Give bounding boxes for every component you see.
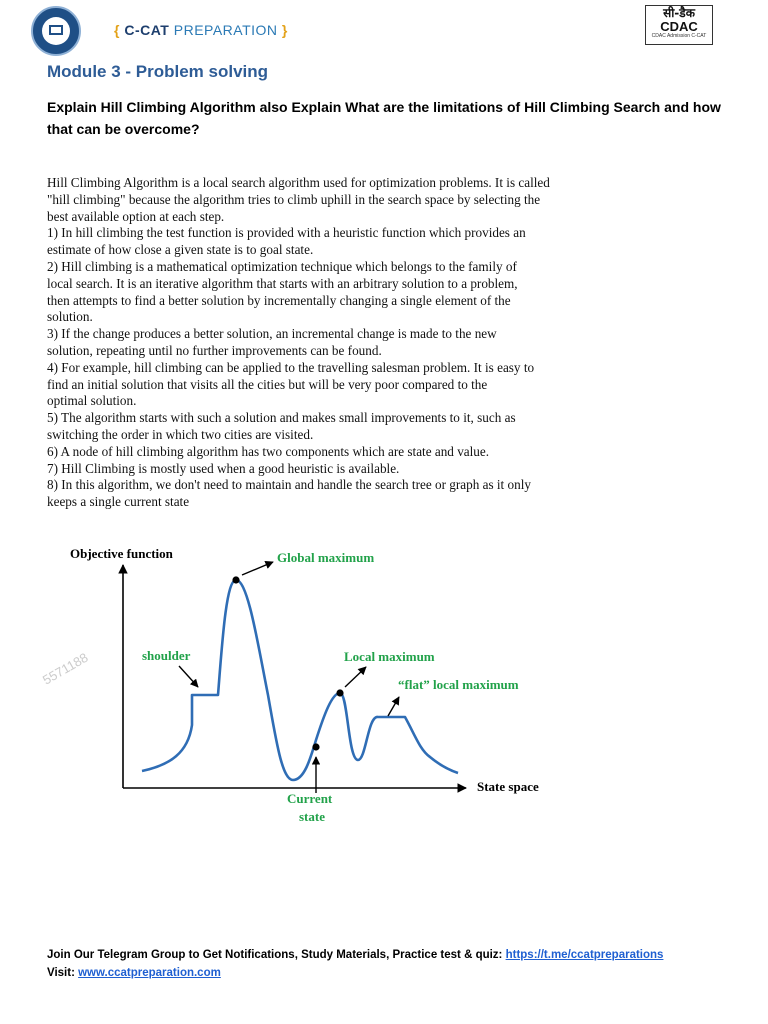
body-line: local search. It is an iterative algorithm that starts with an arbitrary solution to a problem, xyxy=(47,275,518,291)
hill-climbing-diagram xyxy=(40,535,580,835)
brand-rest: PREPARATION xyxy=(173,22,278,38)
body-line: switching the order in which two cities are visited. xyxy=(47,426,314,442)
body-line: 8) In this algorithm, we don't need to maintain and handle the search tree or graph as it only xyxy=(47,477,531,493)
module-title: Module 3 - Problem solving xyxy=(47,62,269,81)
body-line: 4) For example, hill climbing can be applied to the travelling salesman problem. It is easy to xyxy=(47,359,535,375)
ccat-logo xyxy=(31,6,81,56)
page-footer xyxy=(47,946,663,982)
flat-local-max-label: “flat” local maximum xyxy=(398,677,519,692)
body-line: 2) Hill climbing is a mathematical optimization technique which belongs to the family of xyxy=(47,258,517,274)
body-line: keeps a single current state xyxy=(47,494,190,510)
watermark: 5571188 xyxy=(40,649,91,688)
footer-telegram-text: Join Our Telegram Group to Get Notifications, Study Materials, Practice test & quiz: xyxy=(47,949,506,961)
body-text xyxy=(47,175,657,511)
body-line: 3) If the change produces a better solution, an incremental change is made to the new xyxy=(47,326,497,342)
body-line: 7) Hill Climbing is mostly used when a good heuristic is available. xyxy=(47,460,400,476)
body-line: 6) A node of hill climbing algorithm has two components which are state and value. xyxy=(47,443,490,459)
cdac-hindi: सी-डैक xyxy=(663,6,695,20)
body-line: best available option at each step. xyxy=(47,208,225,224)
local-max-point xyxy=(336,689,343,696)
x-axis-label: State space xyxy=(477,779,539,794)
shoulder-arrow xyxy=(179,666,198,687)
brand-strong: C-CAT xyxy=(124,22,170,38)
cdac-logo xyxy=(645,5,713,45)
brand-name xyxy=(114,22,288,38)
cdac-name: CDAC xyxy=(660,19,698,34)
monitor-icon xyxy=(49,25,63,35)
global-max-label: Global maximum xyxy=(277,550,375,565)
footer-visit-line xyxy=(47,964,663,982)
question-heading: Explain Hill Climbing Algorithm also Explain What are the limitations of Hill Climbing Search and how that can be overcome? xyxy=(47,99,721,137)
flat-local-max-arrow xyxy=(388,697,399,716)
current-state-label-1: Current xyxy=(287,791,333,806)
body-line: Hill Climbing Algorithm is a local search algorithm used for optimization problems. It is called xyxy=(47,175,550,190)
body-line: 1) In hill climbing the test function is provided with a heuristic function which provides an xyxy=(47,225,526,241)
body-line: solution. xyxy=(47,309,93,325)
y-axis-label: Objective function xyxy=(70,546,173,561)
body-line: optimal solution. xyxy=(47,393,137,409)
body-line: solution, repeating until no further improvements can be found. xyxy=(47,342,382,358)
page-header xyxy=(0,0,768,56)
local-max-label: Local maximum xyxy=(344,649,435,664)
current-state-label-2: state xyxy=(299,809,325,824)
body-line: "hill climbing" because the algorithm tries to climb uphill in the search space by selecting the xyxy=(47,191,541,207)
brand-brace-close: } xyxy=(281,22,288,38)
shoulder-label: shoulder xyxy=(142,648,191,663)
cdac-sub: CDAC Admission C-CAT xyxy=(651,33,707,39)
global-max-arrow xyxy=(242,562,273,575)
website-link[interactable]: www.ccatpreparation.com xyxy=(78,967,221,979)
local-max-arrow xyxy=(345,667,366,687)
body-line: then attempts to find a better solution by incrementally changing a single element of the xyxy=(47,292,511,308)
brand-brace-open: { xyxy=(114,22,120,38)
footer-visit-text: Visit: xyxy=(47,967,79,979)
current-state-point xyxy=(312,743,319,750)
body-line: find an initial solution that visits all the cities but will be very poor compared to the xyxy=(47,376,488,392)
body-line: 5) The algorithm starts with such a solution and makes small improvements to it, such as xyxy=(47,410,516,426)
body-line: estimate of how close a given state is to goal state. xyxy=(47,242,314,258)
global-max-point xyxy=(232,576,239,583)
footer-telegram-line xyxy=(47,946,663,964)
telegram-link[interactable]: https://t.me/ccatpreparations xyxy=(505,949,664,961)
